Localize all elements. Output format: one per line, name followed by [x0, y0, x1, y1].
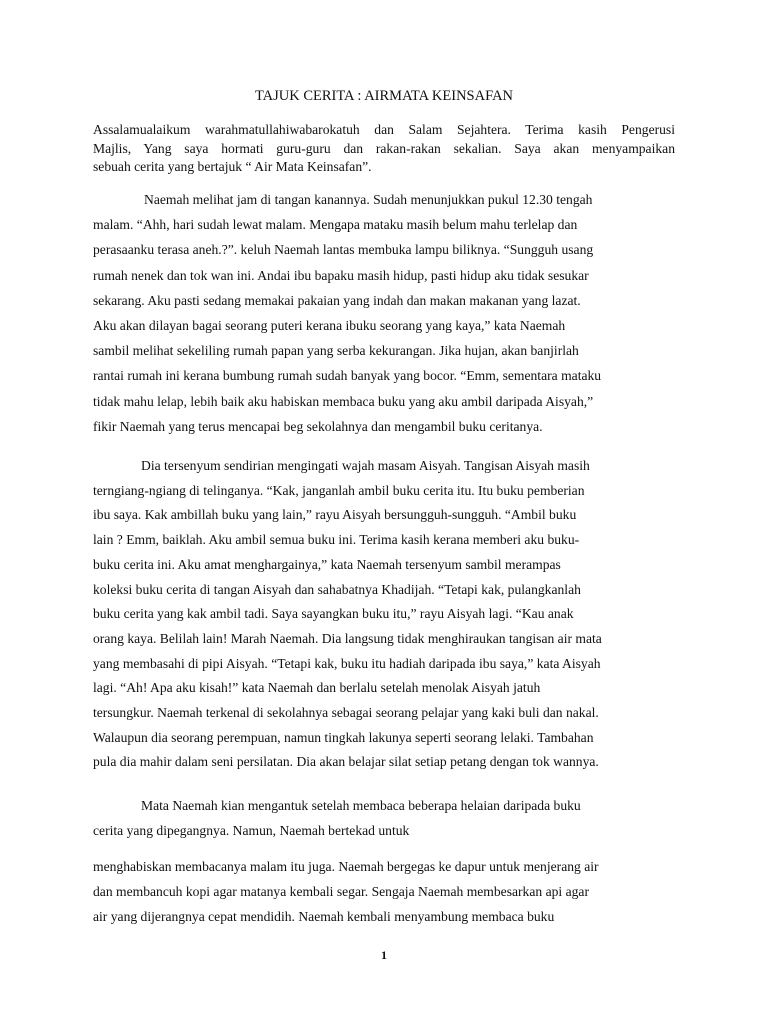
- story-paragraph-3: [93, 793, 683, 843]
- page-number: 1: [381, 948, 387, 962]
- paragraph-line: sambil melihat sekeliling rumah papan yang serba kekurangan. Jika hujan, akan banjirlah: [93, 343, 579, 359]
- paragraph-line: menghabiskan membacanya malam itu juga. Naemah bergegas ke dapur untuk menjerang air: [93, 859, 599, 874]
- paragraph-line: yang membasahi di pipi Aisyah. “Tetapi kak, buku itu hadiah daripada ibu saya,” kata Aisyah: [93, 655, 601, 671]
- paragraph-line: Walaupun dia seorang perempuan, namun tingkah lakunya seperti seorang lelaki. Tambahan: [93, 729, 594, 745]
- story-paragraph-1: [93, 187, 683, 439]
- paragraph-line: cerita yang dipegangnya. Namun, Naemah bertekad untuk: [93, 823, 410, 839]
- paragraph-line: lagi. “Ah! Apa aku kisah!” kata Naemah dan berlalu setelah menolak Aisyah jatuh: [93, 680, 541, 696]
- paragraph-line: air yang dijerangnya cepat mendidih. Naemah kembali menyambung membaca buku: [93, 909, 555, 925]
- paragraph-line: orang kaya. Belilah lain! Marah Naemah. Dia langsung tidak menghiraukan tangisan air mata: [93, 630, 602, 646]
- paragraph-line: perasaanku terasa aneh.?”. keluh Naemah lantas membuka lampu biliknya. “Sungguh usang: [93, 242, 594, 258]
- paragraph-line: tidak mahu lelap, lebih baik aku habiskan membaca buku yang aku ambil daripada Aisyah,”: [93, 393, 594, 409]
- paragraph-line: buku cerita ini. Aku amat menghargainya,” kata Naemah tersenyum sambil merampas: [93, 556, 561, 572]
- paragraph-line: sekarang. Aku pasti sedang memakai pakaian yang indah dan makan makanan yang lazat.: [93, 292, 581, 308]
- paragraph-line: Mata Naemah kian mengantuk setelah membaca beberapa helaian daripada buku: [141, 798, 581, 813]
- paragraph-line: buku cerita yang kak ambil tadi. Saya sayangkan buku itu,” rayu Aisyah lagi. “Kau anak: [93, 606, 574, 622]
- intro-line: sebuah cerita yang bertajuk “ Air Mata Keinsafan”.: [93, 159, 372, 174]
- story-paragraph-2: [93, 454, 683, 775]
- paragraph-line: dan membancuh kopi agar matanya kembali segar. Sengaja Naemah membesarkan api agar: [93, 884, 589, 900]
- story-title: TAJUK CERITA : AIRMATA KEINSAFAN: [254, 88, 514, 104]
- paragraph-line: Naemah melihat jam di tangan kanannya. Sudah menunjukkan pukul 12.30 tengah: [144, 192, 593, 207]
- intro-line: Majlis, Yang saya hormati guru-guru dan rakan-rakan sekalian. Saya akan menyampaikan: [93, 140, 675, 156]
- intro-line: Assalamualaikum warahmatullahiwabarokatuh dan Salam Sejahtera. Terima kasih Pengerusi: [93, 122, 675, 137]
- paragraph-line: rumah nenek dan tok wan ini. Andai ibu bapaku masih hidup, pasti hidup aku tidak sesukar: [93, 267, 589, 283]
- paragraph-line: lain ? Emm, baiklah. Aku ambil semua buku ini. Terima kasih kerana memberi aku buku-: [93, 532, 580, 548]
- intro-paragraph: [93, 121, 675, 177]
- paragraph-line: malam. “Ahh, hari sudah lewat malam. Mengapa mataku masih belum mahu terlelap dan: [93, 217, 578, 233]
- paragraph-line: ibu saya. Kak ambillah buku yang lain,” rayu Aisyah bersungguh-sungguh. “Ambil buku: [93, 507, 577, 523]
- paragraph-line: koleksi buku cerita di tangan Aisyah dan sahabatnya Khadijah. “Tetapi kak, pulangkanlah: [93, 581, 581, 597]
- paragraph-line: tersungkur. Naemah terkenal di sekolahnya sebagai seorang pelajar yang kaki buli dan nakal.: [93, 705, 599, 721]
- paragraph-line: Dia tersenyum sendirian mengingati wajah masam Aisyah. Tangisan Aisyah masih: [141, 458, 590, 473]
- story-paragraph-4: [93, 854, 683, 930]
- paragraph-line: fikir Naemah yang terus mencapai beg sekolahnya dan mengambil buku ceritanya.: [93, 418, 543, 434]
- paragraph-line: pula dia mahir dalam seni persilatan. Dia akan belajar silat setiap petang dengan tok wannya.: [93, 754, 599, 770]
- paragraph-line: rantai rumah ini kerana bumbung rumah sudah banyak yang bocor. “Emm, sementara mataku: [93, 368, 602, 384]
- paragraph-line: terngiang-ngiang di telinganya. “Kak, janganlah ambil buku cerita itu. Itu buku pemberian: [93, 482, 585, 498]
- paragraph-line: Aku akan dilayan bagai seorang puteri kerana ibuku seorang yang kaya,” kata Naemah: [93, 318, 566, 334]
